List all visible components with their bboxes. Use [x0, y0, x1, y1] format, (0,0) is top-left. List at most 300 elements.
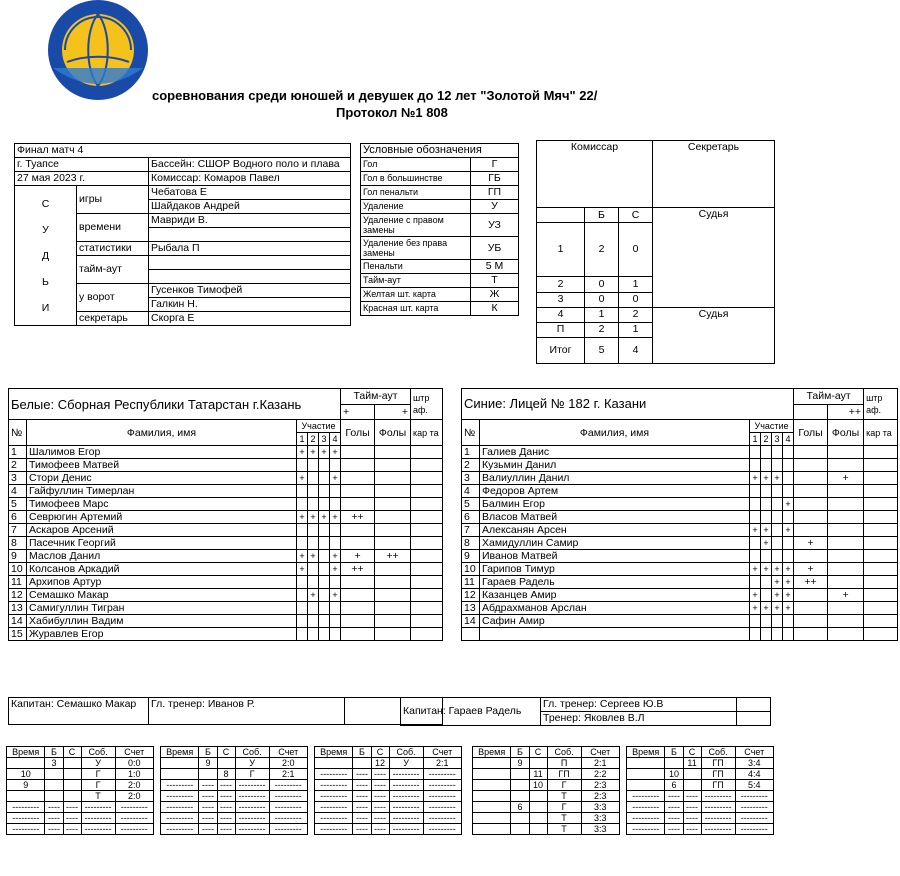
period: 3 — [537, 292, 585, 307]
player-fouls — [375, 602, 411, 615]
participation-mark — [750, 485, 761, 498]
score-cell: --------- — [161, 813, 199, 824]
legend-row — [361, 200, 519, 214]
participation-mark: + — [761, 537, 772, 550]
player-card — [864, 563, 898, 576]
blue-coach: Гл. тренер: Сергеев Ю.В — [541, 698, 737, 712]
legend-name: Удаление с правом замены — [361, 214, 471, 237]
player-number: 8 — [462, 537, 480, 550]
score-cell — [529, 824, 547, 835]
player-row — [9, 524, 443, 537]
score-cell: 2:0 — [115, 791, 153, 802]
score-cell: 8 — [217, 769, 235, 780]
match-info-table — [14, 143, 351, 326]
score-cell — [63, 769, 81, 780]
player-name: Стори Денис — [27, 472, 297, 485]
player-row — [9, 602, 443, 615]
score-cell: Г — [81, 769, 115, 780]
participation-mark: + — [783, 498, 794, 511]
col-b: Б — [585, 208, 619, 223]
player-goals — [341, 446, 375, 459]
score-header: Соб. — [701, 747, 735, 758]
score-cell: --------- — [423, 802, 461, 813]
score-cell — [529, 813, 547, 824]
period-b: 0 — [585, 277, 619, 292]
score-cell: --------- — [7, 824, 45, 835]
participation-mark — [308, 485, 319, 498]
period-s: 0 — [619, 223, 653, 277]
score-cell: --------- — [161, 780, 199, 791]
player-row — [9, 485, 443, 498]
legend-code: Ж — [471, 288, 519, 302]
player-fouls — [375, 472, 411, 485]
player-number: 11 — [462, 576, 480, 589]
score-row — [7, 813, 154, 824]
participation-mark: + — [319, 446, 330, 459]
score-header: С — [63, 747, 81, 758]
player-goals — [794, 485, 828, 498]
score-table — [626, 746, 774, 835]
player-fouls — [828, 511, 864, 524]
score-row — [315, 802, 462, 813]
score-cell: --------- — [315, 780, 353, 791]
score-cell — [63, 791, 81, 802]
participation-mark — [308, 602, 319, 615]
participation-mark — [297, 628, 308, 641]
legend-row — [361, 274, 519, 288]
score-cell — [473, 780, 511, 791]
score-cell: П — [547, 758, 581, 769]
score-cell: --------- — [389, 769, 423, 780]
player-name: Архипов Артур — [27, 576, 297, 589]
participation-mark: + — [297, 511, 308, 524]
player-row — [9, 563, 443, 576]
player-fouls: + — [828, 472, 864, 485]
period: 1 — [537, 223, 585, 277]
legend-code: У — [471, 200, 519, 214]
goal-judge-2: Галкин Н. — [149, 298, 351, 312]
secretary-name: Скорга Е — [149, 312, 351, 326]
score-cell: --------- — [235, 791, 269, 802]
score-cell: --------- — [269, 780, 307, 791]
score-cell — [473, 791, 511, 802]
score-row — [315, 780, 462, 791]
legend-row — [361, 158, 519, 172]
score-cell: 2:1 — [269, 769, 307, 780]
legend-code: УБ — [471, 237, 519, 260]
score-cell: ---- — [45, 824, 63, 835]
participation-mark — [319, 563, 330, 576]
player-row — [462, 615, 898, 628]
player-number: 2 — [9, 459, 27, 472]
score-cell: --------- — [423, 769, 461, 780]
score-cell: --------- — [269, 802, 307, 813]
score-cell: --------- — [701, 824, 735, 835]
player-card — [411, 485, 443, 498]
legend-code: УЗ — [471, 214, 519, 237]
total-s: 4 — [619, 337, 653, 363]
participation-mark: + — [772, 602, 783, 615]
participation-mark — [750, 498, 761, 511]
player-name: Валиуллин Данил — [480, 472, 750, 485]
score-cell: 10 — [529, 780, 547, 791]
participation-mark — [308, 576, 319, 589]
participation-mark: + — [783, 602, 794, 615]
score-header: Время — [315, 747, 353, 758]
score-cell: ---- — [199, 802, 217, 813]
player-row — [9, 459, 443, 472]
player-fouls — [375, 576, 411, 589]
player-number: 2 — [462, 459, 480, 472]
participation-mark: + — [308, 589, 319, 602]
player-goals — [794, 459, 828, 472]
score-cell: --------- — [701, 813, 735, 824]
judge-header-2: Судья — [653, 307, 775, 363]
score-cell: --------- — [389, 813, 423, 824]
score-cell: --------- — [161, 824, 199, 835]
protocol-number: Протокол №1 808 — [336, 105, 448, 120]
player-fouls — [828, 498, 864, 511]
participation-mark — [319, 628, 330, 641]
participation-mark — [761, 576, 772, 589]
col-s: С — [619, 208, 653, 223]
score-cell: ---- — [199, 780, 217, 791]
score-cell: ---- — [199, 813, 217, 824]
score-cell — [353, 758, 371, 769]
col-name: Фамилия, имя — [27, 420, 297, 446]
player-name: Тимофеев Марс — [27, 498, 297, 511]
player-row — [462, 472, 898, 485]
col-fouls: Фолы — [375, 420, 411, 446]
player-number: 6 — [462, 511, 480, 524]
score-row — [161, 813, 308, 824]
participation-mark — [761, 589, 772, 602]
participation-mark — [308, 563, 319, 576]
player-goals — [341, 459, 375, 472]
score-cell: ---- — [371, 802, 389, 813]
legend-row — [361, 186, 519, 200]
legend-code: К — [471, 302, 519, 316]
score-row — [473, 758, 620, 769]
score-header: Б — [511, 747, 529, 758]
score-table — [472, 746, 620, 835]
role-timeout: тайм-аут — [77, 256, 149, 284]
commissioner: Комиссар: Комаров Павел — [149, 172, 351, 186]
player-name: Аскаров Арсений — [27, 524, 297, 537]
player-card — [411, 459, 443, 472]
blue-team-title: Синие: Лицей № 182 г. Казани — [462, 389, 794, 420]
score-cell: ---- — [683, 791, 701, 802]
participation-mark — [750, 550, 761, 563]
score-cell: ---- — [217, 791, 235, 802]
score-header: Б — [45, 747, 63, 758]
white-timeout: Тайм-аут — [341, 389, 411, 405]
participation-mark — [330, 524, 341, 537]
score-cell: 2:3 — [581, 780, 619, 791]
player-card — [411, 446, 443, 459]
player-number: 7 — [9, 524, 27, 537]
legend-name: Тайм-аут — [361, 274, 471, 288]
score-row — [315, 813, 462, 824]
player-card — [864, 550, 898, 563]
player-goals — [341, 628, 375, 641]
total-b: 5 — [585, 337, 619, 363]
participation-mark: + — [308, 446, 319, 459]
participation-mark: + — [297, 446, 308, 459]
player-number: 5 — [462, 498, 480, 511]
blue-team-table: Синие: Лицей № 182 г. Казани Тайм-аут штр аф. ++ № Фамилия, имя Участие Голы Фолы кар та 1 2 3 4 1 Галиев Данис 2 Кузьмин Данил 3 Валиуллин Данил + + + + 4 Федоров Артем 5 Балмин Егор + 6 Власов Матвей 7 Алексанян Арсен + + + 8 Хамидуллин Самир + + 9 Иванов Матвей 10 Гарипов Тимур + + + + + 11 Гараев Радель + + ++ 12 Казанцев Амир + + + + 13 Абдрахманов Арслан + + + + 14 Сафин Амир — [461, 388, 898, 641]
score-cell — [511, 791, 529, 802]
commissioner-header: Комиссар — [537, 141, 653, 208]
player-name: Балмин Егор — [480, 498, 750, 511]
legend-row — [361, 288, 519, 302]
score-cell: --------- — [735, 802, 773, 813]
player-fouls — [828, 615, 864, 628]
score-cell: ---- — [63, 824, 81, 835]
score-cell: --------- — [735, 824, 773, 835]
player-row — [9, 550, 443, 563]
participation-mark — [297, 602, 308, 615]
score-cell — [7, 791, 45, 802]
score-cell — [45, 780, 63, 791]
player-fouls — [375, 589, 411, 602]
score-header: Время — [7, 747, 45, 758]
score-cell: ---- — [665, 802, 683, 813]
score-row — [473, 802, 620, 813]
score-cell: Г — [547, 802, 581, 813]
participation-mark — [297, 589, 308, 602]
player-number: 6 — [9, 511, 27, 524]
player-row — [462, 485, 898, 498]
period-s: 1 — [619, 322, 653, 337]
player-number: 3 — [9, 472, 27, 485]
blue-timeout: Тайм-аут — [794, 389, 864, 405]
white-footer — [8, 697, 443, 725]
player-row — [9, 615, 443, 628]
player-number: 15 — [9, 628, 27, 641]
score-cell: ---- — [665, 824, 683, 835]
period: 2 — [537, 277, 585, 292]
score-cell: --------- — [315, 791, 353, 802]
participation-mark — [761, 511, 772, 524]
score-cell — [473, 802, 511, 813]
score-cell: 6 — [511, 802, 529, 813]
legend-row — [361, 172, 519, 186]
player-name: Кузьмин Данил — [480, 459, 750, 472]
score-cell: ---- — [353, 791, 371, 802]
player-goals: + — [794, 537, 828, 550]
score-cell: ---- — [371, 769, 389, 780]
score-cell: ---- — [371, 824, 389, 835]
period: П — [537, 322, 585, 337]
score-cell — [665, 758, 683, 769]
legend-name: Гол пенальти — [361, 186, 471, 200]
time-judge: Мавриди В. — [149, 214, 351, 228]
score-cell: 9 — [199, 758, 217, 769]
score-cell: --------- — [315, 824, 353, 835]
participation-mark: + — [330, 472, 341, 485]
player-row — [9, 498, 443, 511]
participation-mark — [772, 537, 783, 550]
player-fouls — [375, 628, 411, 641]
participation-mark: + — [297, 550, 308, 563]
score-cell: ---- — [217, 824, 235, 835]
participation-mark — [330, 459, 341, 472]
player-card — [864, 524, 898, 537]
player-row — [462, 459, 898, 472]
period: 4 — [537, 307, 585, 322]
score-cell: --------- — [269, 791, 307, 802]
player-card — [864, 589, 898, 602]
score-cell: 2:3 — [581, 791, 619, 802]
score-row — [7, 824, 154, 835]
player-card — [864, 602, 898, 615]
score-cell: --------- — [389, 824, 423, 835]
score-header: Соб. — [389, 747, 423, 758]
participation-mark — [772, 485, 783, 498]
score-row — [161, 780, 308, 791]
score-cell: ---- — [683, 813, 701, 824]
participation-mark: + — [761, 563, 772, 576]
player-number: 13 — [9, 602, 27, 615]
stats-judge: Рыбала П — [149, 242, 351, 256]
score-cell: --------- — [235, 824, 269, 835]
score-cell: --------- — [315, 813, 353, 824]
player-row — [9, 472, 443, 485]
score-header: С — [529, 747, 547, 758]
player-card — [411, 524, 443, 537]
participation-mark — [297, 576, 308, 589]
player-row — [9, 589, 443, 602]
white-team-table: Белые: Сборная Республики Татарстан г.Казань Тайм-аут штр аф. + + № Фамилия, имя Участие Голы Фолы кар та 1 2 3 4 1 Шалимов Егор + + + + 2 Тимофеев Матвей 3 Стори Денис + + 4 Гайфуллин Тимерлан 5 Тимофеев Марс 6 Севрюгин Артемий + + + + ++ 7 Аскаров Арсений 8 Пасечник Георгий 9 Маслов Данил + + + + ++ 10 Колсанов Аркадий + + ++ 11 Архипов Артур 12 Семашко Макар + + 13 Самигуллин Тигран 14 Хабибуллин Вадим 15 Журавлев Егор — [8, 388, 443, 641]
col-fouls: Фолы — [828, 420, 864, 446]
score-row — [315, 824, 462, 835]
participation-mark — [783, 485, 794, 498]
participation-mark — [750, 537, 761, 550]
player-number: 13 — [462, 602, 480, 615]
score-cell — [511, 780, 529, 791]
secretary-header: Секретарь — [653, 141, 775, 208]
participation-mark — [319, 615, 330, 628]
participation-mark — [308, 628, 319, 641]
score-cell: ---- — [63, 802, 81, 813]
player-row — [9, 511, 443, 524]
player-name: Журавлев Егор — [27, 628, 297, 641]
score-cell: ---- — [371, 791, 389, 802]
player-goals — [794, 550, 828, 563]
participation-mark: + — [330, 550, 341, 563]
participation-mark: + — [297, 472, 308, 485]
player-number: 11 — [9, 576, 27, 589]
player-row — [462, 576, 898, 589]
participation-mark — [750, 459, 761, 472]
legend-name: Удаление — [361, 200, 471, 214]
participation-mark: + — [750, 602, 761, 615]
score-cell: --------- — [115, 802, 153, 813]
score-cell — [473, 813, 511, 824]
player-name: Сафин Амир — [480, 615, 750, 628]
player-name: Севрюгин Артемий — [27, 511, 297, 524]
player-number: 4 — [9, 485, 27, 498]
player-card — [411, 472, 443, 485]
player-goals — [341, 576, 375, 589]
score-cell — [45, 791, 63, 802]
participation-mark — [297, 524, 308, 537]
score-cell — [473, 824, 511, 835]
score-cell: Т — [547, 813, 581, 824]
participation-mark: + — [761, 524, 772, 537]
score-cell: ---- — [683, 824, 701, 835]
player-row — [462, 537, 898, 550]
player-fouls — [828, 602, 864, 615]
role-secretary: секретарь — [77, 312, 149, 326]
page-title: соревнования среди юношей и девушек до 12 лет "Золотой Мяч" 22/ — [152, 88, 598, 103]
score-cell: 2:2 — [581, 769, 619, 780]
player-name: Галиев Данис — [480, 446, 750, 459]
participation-mark: + — [308, 550, 319, 563]
col-name: Фамилия, имя — [480, 420, 750, 446]
judges-letters: С У Д Ь И — [15, 186, 77, 326]
score-cell: ---- — [371, 780, 389, 791]
player-card — [411, 602, 443, 615]
player-number: 14 — [462, 615, 480, 628]
score-cell: ---- — [199, 824, 217, 835]
score-table — [314, 746, 462, 835]
player-name: Колсанов Аркадий — [27, 563, 297, 576]
participation-mark — [761, 446, 772, 459]
player-card — [864, 615, 898, 628]
player-card — [864, 511, 898, 524]
score-cell: --------- — [81, 824, 115, 835]
player-goals — [341, 485, 375, 498]
score-row — [161, 802, 308, 813]
participation-mark: + — [750, 472, 761, 485]
score-cell: 10 — [7, 769, 45, 780]
score-cell — [511, 824, 529, 835]
score-table — [160, 746, 308, 835]
score-cell: --------- — [315, 802, 353, 813]
player-goals — [341, 615, 375, 628]
player-card — [864, 485, 898, 498]
player-number: 9 — [462, 550, 480, 563]
score-row — [7, 791, 154, 802]
player-card — [411, 550, 443, 563]
score-cell: 3:3 — [581, 824, 619, 835]
player-card — [864, 498, 898, 511]
score-cell: У — [81, 758, 115, 769]
player-goals — [794, 511, 828, 524]
player-goals — [794, 602, 828, 615]
score-cell: ---- — [371, 813, 389, 824]
score-cell: --------- — [389, 780, 423, 791]
player-goals — [794, 472, 828, 485]
score-row — [627, 791, 774, 802]
score-header: Время — [161, 747, 199, 758]
participation-mark: + — [772, 472, 783, 485]
player-goals — [794, 498, 828, 511]
score-row — [627, 780, 774, 791]
score-cell: 0:0 — [115, 758, 153, 769]
legend-row — [361, 260, 519, 274]
player-card — [411, 589, 443, 602]
player-name: Шалимов Егор — [27, 446, 297, 459]
participation-mark — [319, 589, 330, 602]
score-cell: ---- — [665, 791, 683, 802]
player-fouls — [375, 615, 411, 628]
participation-mark — [330, 485, 341, 498]
participation-mark — [308, 498, 319, 511]
score-cell — [217, 758, 235, 769]
